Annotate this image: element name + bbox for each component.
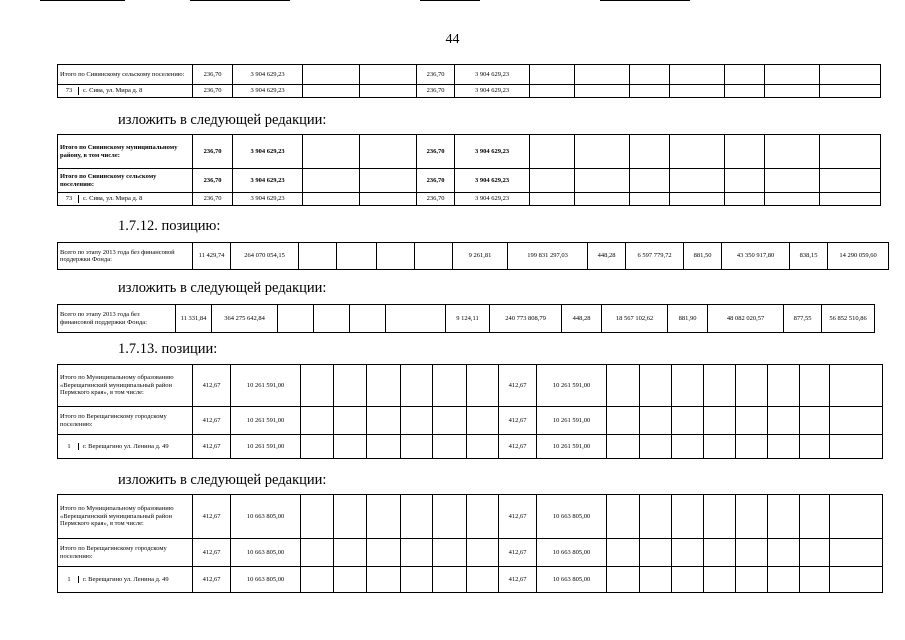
cost-cell: 3 904 629,23 <box>455 169 530 193</box>
empty-cell <box>630 65 670 85</box>
empty-cell <box>301 435 334 459</box>
value-cell: 56 852 510,86 <box>822 305 875 333</box>
empty-cell <box>768 539 800 567</box>
empty-cell <box>830 407 883 435</box>
empty-cell <box>607 567 640 593</box>
empty-cell <box>433 407 467 435</box>
empty-cell <box>640 567 672 593</box>
table-row <box>58 193 881 206</box>
row-index: 1 <box>67 575 71 583</box>
table-5 <box>57 364 883 459</box>
empty-cell <box>768 407 800 435</box>
empty-cell <box>765 65 820 85</box>
area-cell: 236,70 <box>417 135 455 169</box>
empty-cell <box>467 567 499 593</box>
empty-cell <box>725 169 765 193</box>
empty-cell <box>303 193 360 206</box>
empty-cell <box>575 135 630 169</box>
empty-cell <box>736 365 768 407</box>
cost-cell: 10 663 805,00 <box>231 567 301 593</box>
empty-cell <box>820 135 881 169</box>
empty-cell <box>530 85 575 98</box>
empty-cell <box>607 539 640 567</box>
row-label <box>58 435 193 459</box>
empty-cell <box>299 243 337 270</box>
empty-cell <box>334 365 367 407</box>
empty-cell <box>607 365 640 407</box>
table-row <box>58 243 889 270</box>
empty-cell <box>704 435 736 459</box>
empty-cell <box>401 407 433 435</box>
cost-cell: 10 261 591,00 <box>537 435 607 459</box>
empty-cell <box>334 539 367 567</box>
empty-cell <box>415 243 453 270</box>
empty-cell <box>334 435 367 459</box>
empty-cell <box>820 169 881 193</box>
empty-cell <box>800 567 830 593</box>
row-label: Всего по этапу 2013 года без финансовой поддержки Фонда: <box>58 243 193 270</box>
empty-cell <box>672 539 704 567</box>
cost-cell: 10 261 591,00 <box>231 365 301 407</box>
empty-cell <box>800 365 830 407</box>
empty-cell <box>800 435 830 459</box>
empty-cell <box>704 495 736 539</box>
empty-cell <box>630 193 670 206</box>
empty-cell <box>360 85 417 98</box>
empty-cell <box>301 407 334 435</box>
empty-cell <box>303 169 360 193</box>
empty-cell <box>630 169 670 193</box>
empty-cell <box>303 65 360 85</box>
empty-cell <box>704 539 736 567</box>
table-row <box>58 539 883 567</box>
empty-cell <box>367 495 401 539</box>
empty-cell <box>725 135 765 169</box>
area-cell: 236,70 <box>417 169 455 193</box>
scan-rule <box>40 0 125 1</box>
table-row <box>58 567 883 593</box>
table-row <box>58 85 881 98</box>
area-cell: 236,70 <box>193 169 233 193</box>
table-2 <box>57 134 881 206</box>
area-cell: 412,67 <box>193 539 231 567</box>
empty-cell <box>278 305 314 333</box>
empty-cell <box>640 495 672 539</box>
empty-cell <box>765 85 820 98</box>
empty-cell <box>433 495 467 539</box>
empty-cell <box>830 567 883 593</box>
cost-cell: 10 261 591,00 <box>231 407 301 435</box>
empty-cell <box>337 243 377 270</box>
empty-cell <box>401 567 433 593</box>
empty-cell <box>725 193 765 206</box>
empty-cell <box>467 407 499 435</box>
empty-cell <box>433 365 467 407</box>
address: г. Верещагино ул. Ленина д. 49 <box>78 443 188 450</box>
empty-cell <box>303 135 360 169</box>
empty-cell <box>607 435 640 459</box>
empty-cell <box>640 365 672 407</box>
empty-cell <box>334 495 367 539</box>
empty-cell <box>386 305 446 333</box>
empty-cell <box>830 495 883 539</box>
empty-cell <box>736 539 768 567</box>
cost-cell: 10 663 805,00 <box>231 495 301 539</box>
empty-cell <box>367 539 401 567</box>
empty-cell <box>575 193 630 206</box>
area-cell: 412,67 <box>193 567 231 593</box>
table-row <box>58 407 883 435</box>
cost-cell: 3 904 629,23 <box>455 135 530 169</box>
empty-cell <box>433 435 467 459</box>
value-cell: 838,15 <box>790 243 828 270</box>
area-cell: 236,70 <box>417 85 455 98</box>
empty-cell <box>301 495 334 539</box>
empty-cell <box>530 169 575 193</box>
page-number: 44 <box>445 32 460 47</box>
empty-cell <box>314 305 350 333</box>
cost-cell: 3 904 629,23 <box>233 65 303 85</box>
empty-cell <box>367 365 401 407</box>
area-cell: 412,67 <box>499 567 537 593</box>
empty-cell <box>360 65 417 85</box>
value-cell: 240 773 808,79 <box>490 305 562 333</box>
empty-cell <box>704 567 736 593</box>
empty-cell <box>725 65 765 85</box>
empty-cell <box>401 435 433 459</box>
empty-cell <box>830 435 883 459</box>
empty-cell <box>640 407 672 435</box>
value-cell: 199 831 297,03 <box>508 243 588 270</box>
cost-cell: 10 663 805,00 <box>537 539 607 567</box>
empty-cell <box>401 539 433 567</box>
row-label: Итого по Сивинскому муниципальному району, в том числе: <box>58 135 193 169</box>
empty-cell <box>607 495 640 539</box>
value-cell: 9 124,11 <box>446 305 490 333</box>
area-cell: 412,67 <box>499 435 537 459</box>
empty-cell <box>367 435 401 459</box>
empty-cell <box>433 539 467 567</box>
cost-cell: 364 275 642,84 <box>212 305 278 333</box>
area-cell: 11 429,74 <box>193 243 231 270</box>
table-row <box>58 365 883 407</box>
empty-cell <box>765 135 820 169</box>
empty-cell <box>704 365 736 407</box>
cost-cell: 3 904 629,23 <box>233 85 303 98</box>
area-cell: 236,70 <box>417 193 455 206</box>
cost-cell: 10 261 591,00 <box>231 435 301 459</box>
empty-cell <box>301 365 334 407</box>
empty-cell <box>670 65 725 85</box>
empty-cell <box>467 495 499 539</box>
table-row <box>58 135 881 169</box>
empty-cell <box>401 365 433 407</box>
empty-cell <box>367 567 401 593</box>
area-cell: 236,70 <box>193 135 233 169</box>
area-cell: 412,67 <box>193 435 231 459</box>
cost-cell: 10 663 805,00 <box>537 567 607 593</box>
empty-cell <box>670 85 725 98</box>
value-cell: 43 350 917,80 <box>722 243 790 270</box>
empty-cell <box>736 567 768 593</box>
row-label: Итого по Сивинскому сельскому поселению: <box>58 65 193 85</box>
row-label: Всего по этапу 2013 года без финансовой поддержки Фонда: <box>58 305 176 333</box>
table-4 <box>57 304 875 333</box>
empty-cell <box>301 567 334 593</box>
value-cell: 48 082 020,57 <box>708 305 784 333</box>
value-cell: 18 567 102,62 <box>602 305 668 333</box>
empty-cell <box>640 435 672 459</box>
empty-cell <box>530 135 575 169</box>
value-cell: 877,55 <box>784 305 822 333</box>
row-label <box>58 85 193 98</box>
section-heading: 1.7.13. позиции: <box>118 341 218 357</box>
empty-cell <box>401 495 433 539</box>
empty-cell <box>607 407 640 435</box>
scan-rule <box>420 0 480 1</box>
area-cell: 236,70 <box>193 65 233 85</box>
empty-cell <box>301 539 334 567</box>
area-cell: 412,67 <box>193 495 231 539</box>
area-cell: 236,70 <box>193 193 233 206</box>
empty-cell <box>575 65 630 85</box>
empty-cell <box>530 65 575 85</box>
empty-cell <box>433 567 467 593</box>
empty-cell <box>704 407 736 435</box>
cost-cell: 10 261 591,00 <box>537 407 607 435</box>
area-cell: 11 331,84 <box>176 305 212 333</box>
cost-cell: 10 663 805,00 <box>537 495 607 539</box>
address: г. Верещагино ул. Ленина д. 49 <box>78 576 188 583</box>
empty-cell <box>377 243 415 270</box>
table-3 <box>57 242 889 270</box>
empty-cell <box>303 85 360 98</box>
empty-cell <box>820 65 881 85</box>
empty-cell <box>670 193 725 206</box>
area-cell: 412,67 <box>499 407 537 435</box>
empty-cell <box>630 135 670 169</box>
empty-cell <box>640 539 672 567</box>
row-label <box>58 193 193 206</box>
empty-cell <box>768 435 800 459</box>
cost-cell: 3 904 629,23 <box>233 169 303 193</box>
empty-cell <box>765 169 820 193</box>
empty-cell <box>736 495 768 539</box>
cost-cell: 3 904 629,23 <box>233 193 303 206</box>
table-row <box>58 305 875 333</box>
row-label: Итого по Муниципальному образованию «Верещагинский муниципальный район Пермского края», в том числе: <box>58 365 193 407</box>
row-index: 73 <box>60 195 79 202</box>
table-1 <box>57 64 881 98</box>
address: с. Сива, ул. Мира д. 8 <box>83 87 143 95</box>
cost-cell: 3 904 629,23 <box>455 85 530 98</box>
empty-cell <box>360 169 417 193</box>
empty-cell <box>736 407 768 435</box>
table-row <box>58 435 883 459</box>
table-row <box>58 169 881 193</box>
cost-cell: 264 070 054,15 <box>231 243 299 270</box>
empty-cell <box>367 407 401 435</box>
cost-cell: 3 904 629,23 <box>455 193 530 206</box>
address: с. Сива, ул. Мира д. 8 <box>83 195 143 203</box>
value-cell: 881,90 <box>668 305 708 333</box>
empty-cell <box>830 539 883 567</box>
empty-cell <box>800 407 830 435</box>
empty-cell <box>725 85 765 98</box>
empty-cell <box>350 305 386 333</box>
row-index: 1 <box>67 442 71 450</box>
area-cell: 412,67 <box>499 495 537 539</box>
empty-cell <box>768 365 800 407</box>
table-row <box>58 495 883 539</box>
empty-cell <box>575 169 630 193</box>
row-label: Итого по Верещагинскому городскому поселению: <box>58 407 193 435</box>
empty-cell <box>672 365 704 407</box>
value-cell: 14 290 059,60 <box>828 243 889 270</box>
section-heading: изложить в следующей редакции: <box>118 472 327 488</box>
cost-cell: 3 904 629,23 <box>455 65 530 85</box>
empty-cell <box>360 193 417 206</box>
value-cell: 881,50 <box>684 243 722 270</box>
empty-cell <box>670 169 725 193</box>
empty-cell <box>768 495 800 539</box>
value-cell: 448,28 <box>588 243 626 270</box>
empty-cell <box>830 365 883 407</box>
empty-cell <box>672 495 704 539</box>
section-heading: изложить в следующей редакции: <box>118 112 327 128</box>
empty-cell <box>334 407 367 435</box>
empty-cell <box>530 193 575 206</box>
area-cell: 412,67 <box>499 365 537 407</box>
empty-cell <box>467 539 499 567</box>
empty-cell <box>672 567 704 593</box>
value-cell: 9 261,81 <box>453 243 508 270</box>
empty-cell <box>360 135 417 169</box>
value-cell: 448,28 <box>562 305 602 333</box>
cost-cell: 3 904 629,23 <box>233 135 303 169</box>
scan-rule <box>600 0 690 1</box>
row-index: 73 <box>60 87 79 94</box>
area-cell: 412,67 <box>193 407 231 435</box>
area-cell: 412,67 <box>499 539 537 567</box>
row-label <box>58 567 193 593</box>
empty-cell <box>820 85 881 98</box>
empty-cell <box>467 365 499 407</box>
empty-cell <box>630 85 670 98</box>
table-row <box>58 65 881 85</box>
row-label: Итого по Муниципальному образованию «Верещагинский муниципальный район Пермского края», в том числе: <box>58 495 193 539</box>
table-6 <box>57 494 883 593</box>
empty-cell <box>575 85 630 98</box>
empty-cell <box>800 539 830 567</box>
row-label: Итого по Верещагинскому городскому поселению: <box>58 539 193 567</box>
empty-cell <box>820 193 881 206</box>
cost-cell: 10 663 805,00 <box>231 539 301 567</box>
row-label: Итого по Сивинскому сельскому поселению: <box>58 169 193 193</box>
empty-cell <box>765 193 820 206</box>
empty-cell <box>736 435 768 459</box>
scan-rule <box>190 0 290 1</box>
section-heading: 1.7.12. позицию: <box>118 218 221 234</box>
area-cell: 412,67 <box>193 365 231 407</box>
section-heading: изложить в следующей редакции: <box>118 280 327 296</box>
empty-cell <box>800 495 830 539</box>
area-cell: 236,70 <box>193 85 233 98</box>
empty-cell <box>670 135 725 169</box>
area-cell: 236,70 <box>417 65 455 85</box>
empty-cell <box>334 567 367 593</box>
empty-cell <box>467 435 499 459</box>
empty-cell <box>672 435 704 459</box>
cost-cell: 10 261 591,00 <box>537 365 607 407</box>
empty-cell <box>672 407 704 435</box>
value-cell: 6 597 779,72 <box>626 243 684 270</box>
empty-cell <box>768 567 800 593</box>
